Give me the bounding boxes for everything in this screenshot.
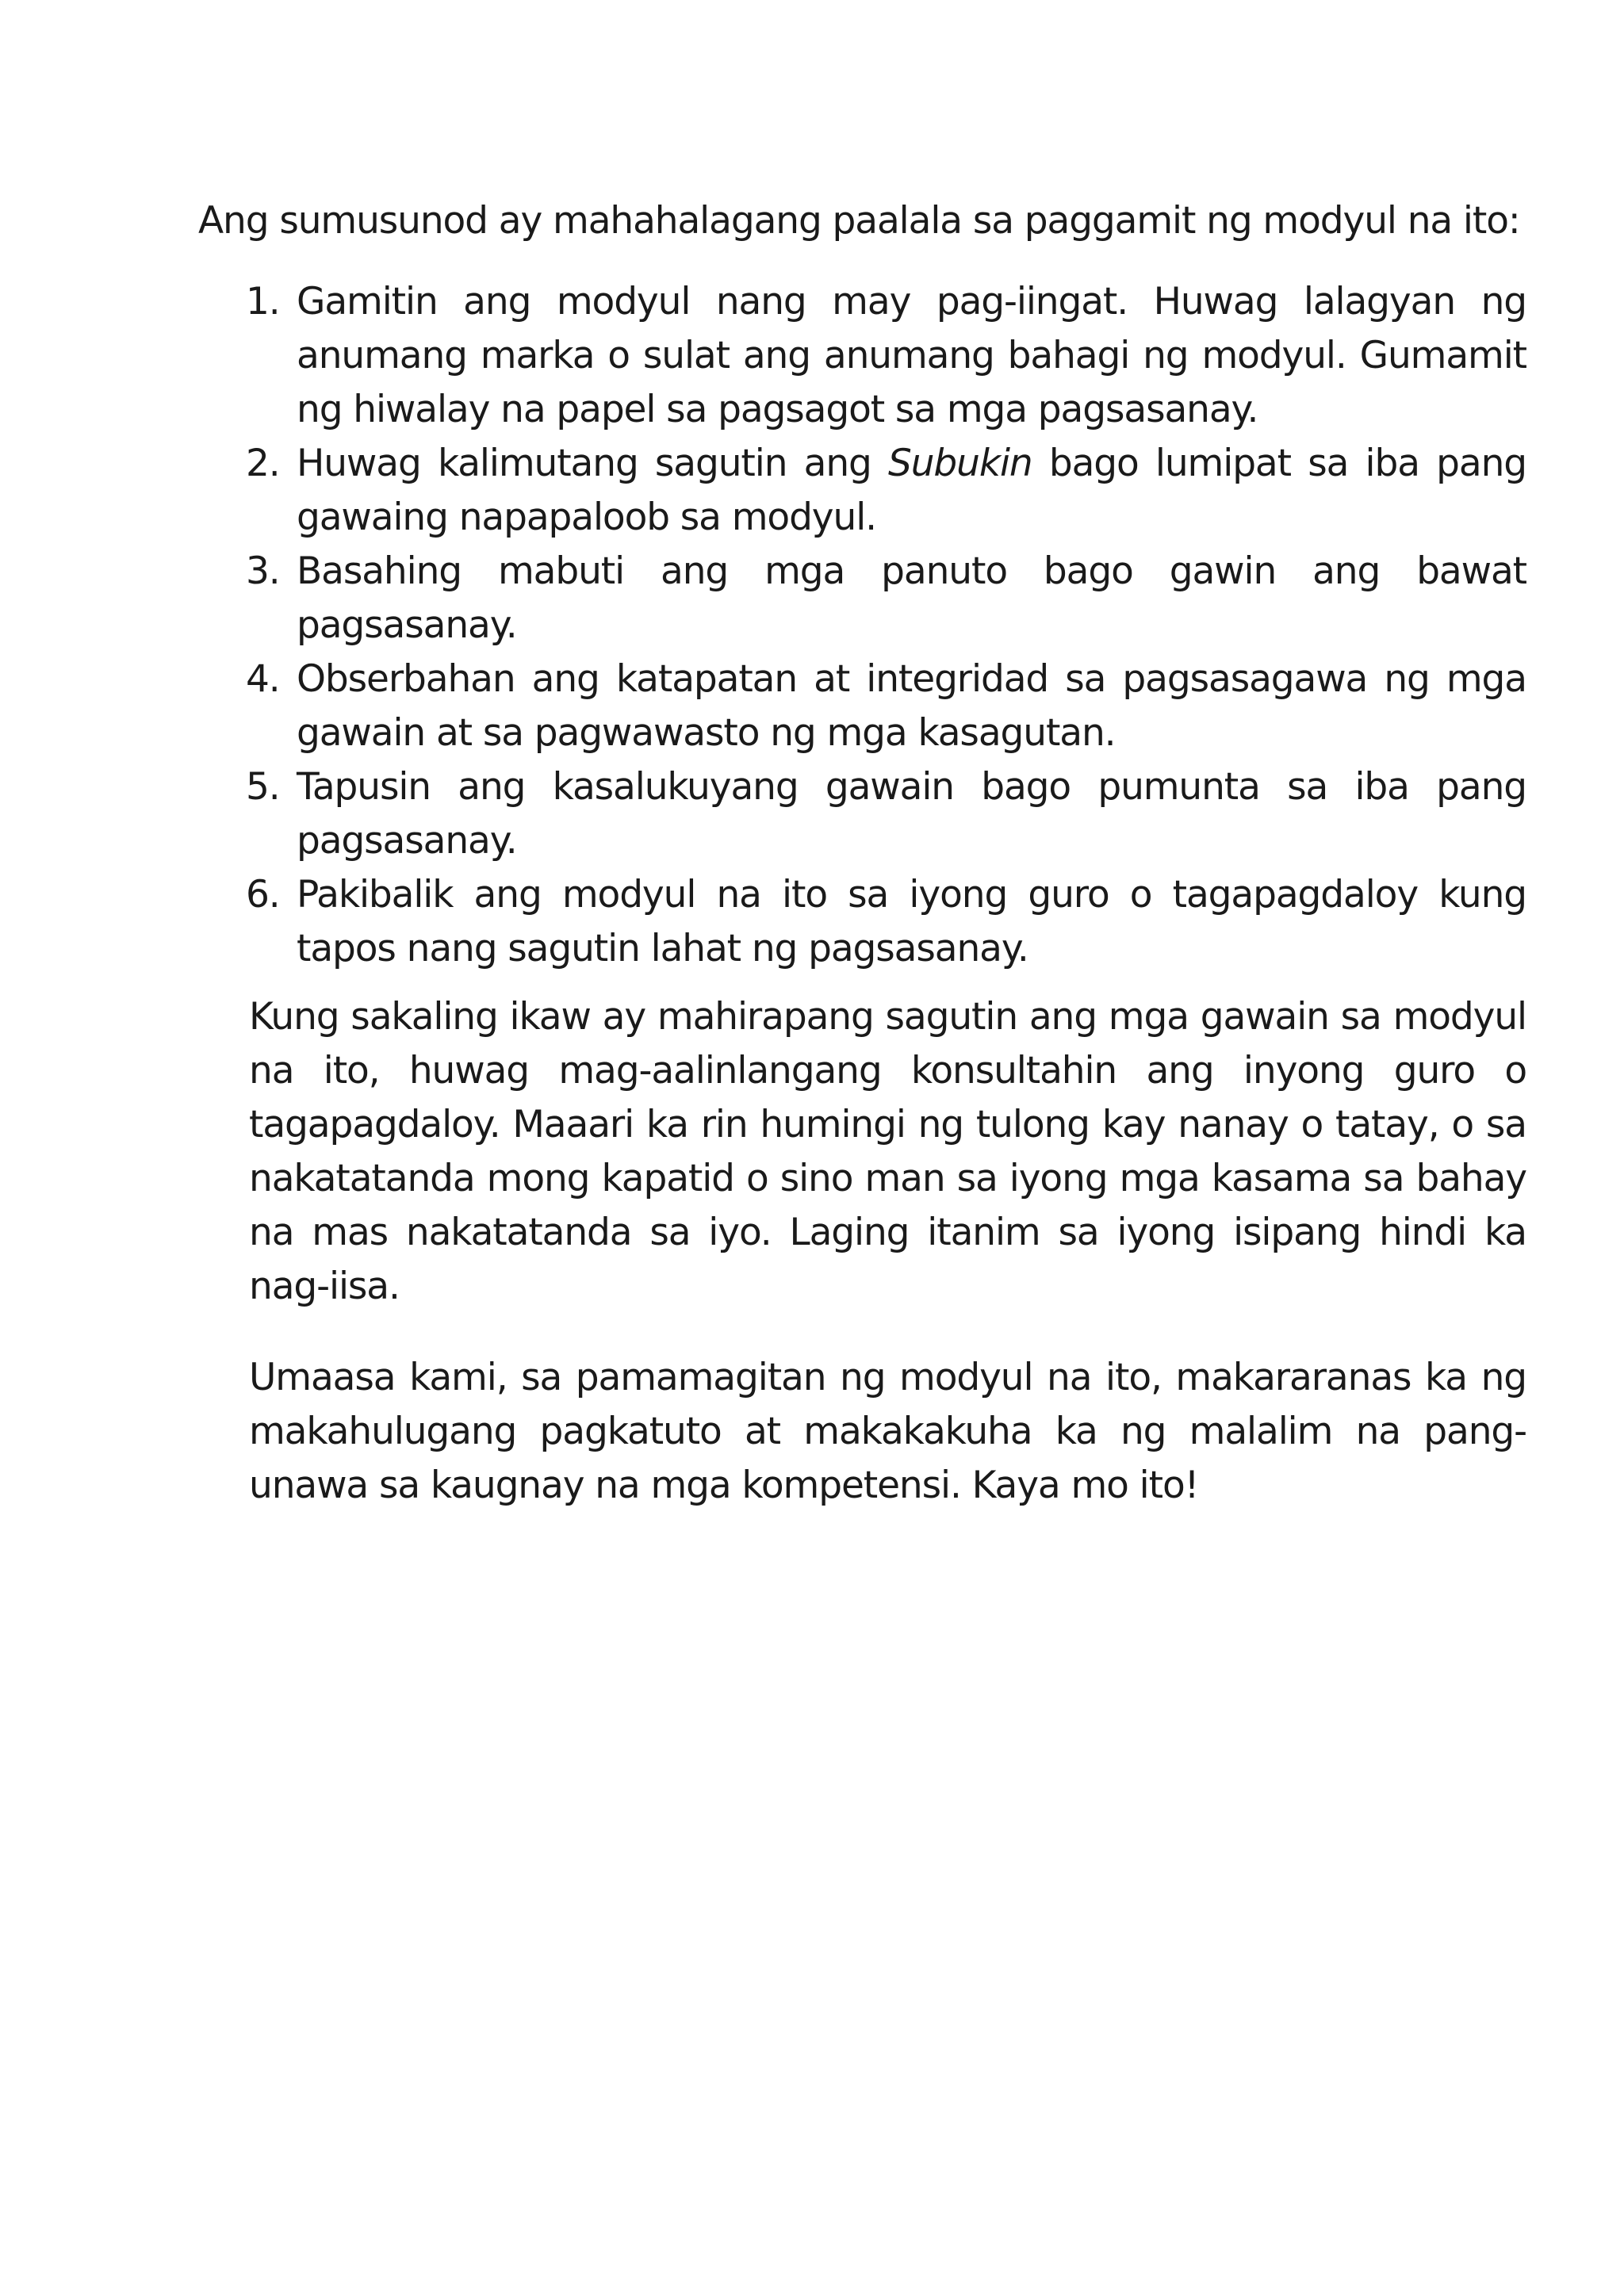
- list-item: [246, 545, 1526, 652]
- list-item-text-before: Huwag kalimutang sagutin ang: [297, 442, 888, 485]
- list-item-text: Pakibalik ang modyul na ito sa iyong guro o tagapagdaloy kung tapos nang sagutin lahat ng pagsasanay.: [297, 873, 1526, 970]
- list-item-text: Tapusin ang kasalukuyang gawain bago pumunta sa iba pang pagsasanay.: [297, 765, 1526, 863]
- closing-paragraph: Umaasa kami, sa pamamagitan ng modyul na ito, makararanas ka ng makahulugang pagkatuto at makakakuha ka ng malalim na pang-unawa sa kaugnay na mga kompetensi. Kaya mo ito!: [249, 1356, 1526, 1507]
- list-item: [246, 868, 1526, 976]
- list-item-number: 3.: [246, 549, 280, 593]
- list-item-number: 5.: [246, 765, 280, 809]
- list-item: [246, 275, 1526, 437]
- list-item-text: Gamitin ang modyul nang may pag-iingat. Huwag lalagyan ng anumang marka o sulat ang anumang bahagi ng modyul. Gumamit ng hiwalay na papel sa pagsagot sa mga pagsasanay.: [297, 280, 1526, 431]
- list-item-number: 2.: [246, 442, 280, 485]
- list-item-text-after: bago lumipat sa iba pang gawaing napapaloob sa modyul.: [297, 442, 1527, 539]
- list-item: [246, 760, 1526, 868]
- intro-text: Ang sumusunod ay mahahalagang paalala sa paggamit ng modyul na ito:: [198, 199, 1520, 243]
- help-paragraph: Kung sakaling ikaw ay mahirapang sagutin ang mga gawain sa modyul na ito, huwag mag-aalinlangang konsultahin ang inyong guro o tagapagdaloy. Maaari ka rin humingi ng tulong kay nanay o tatay, o sa nakatatanda mong kapatid o sino man sa iyong mga kasama sa bahay na mas nakatatanda sa iyo. Laging itanim sa iyong isipang hindi ka nag-iisa.: [249, 995, 1526, 1308]
- reminders-list: [198, 275, 1526, 976]
- list-item-number: 1.: [246, 280, 280, 323]
- list-item: [246, 437, 1527, 545]
- list-item-text: Basahing mabuti ang mga panuto bago gawin ang bawat pagsasanay.: [297, 549, 1526, 647]
- list-item-text: Obserbahan ang katapatan at integridad sa pagsasagawa ng mga gawain at sa pagwawasto ng mga kasagutan.: [297, 657, 1526, 755]
- list-item-number: 4.: [246, 657, 280, 701]
- document-page: [198, 194, 1526, 1550]
- list-item-text: [297, 437, 1526, 545]
- list-item-number: 6.: [246, 873, 280, 916]
- list-item: [246, 652, 1526, 760]
- list-item-emphasis: Subukin: [888, 442, 1032, 485]
